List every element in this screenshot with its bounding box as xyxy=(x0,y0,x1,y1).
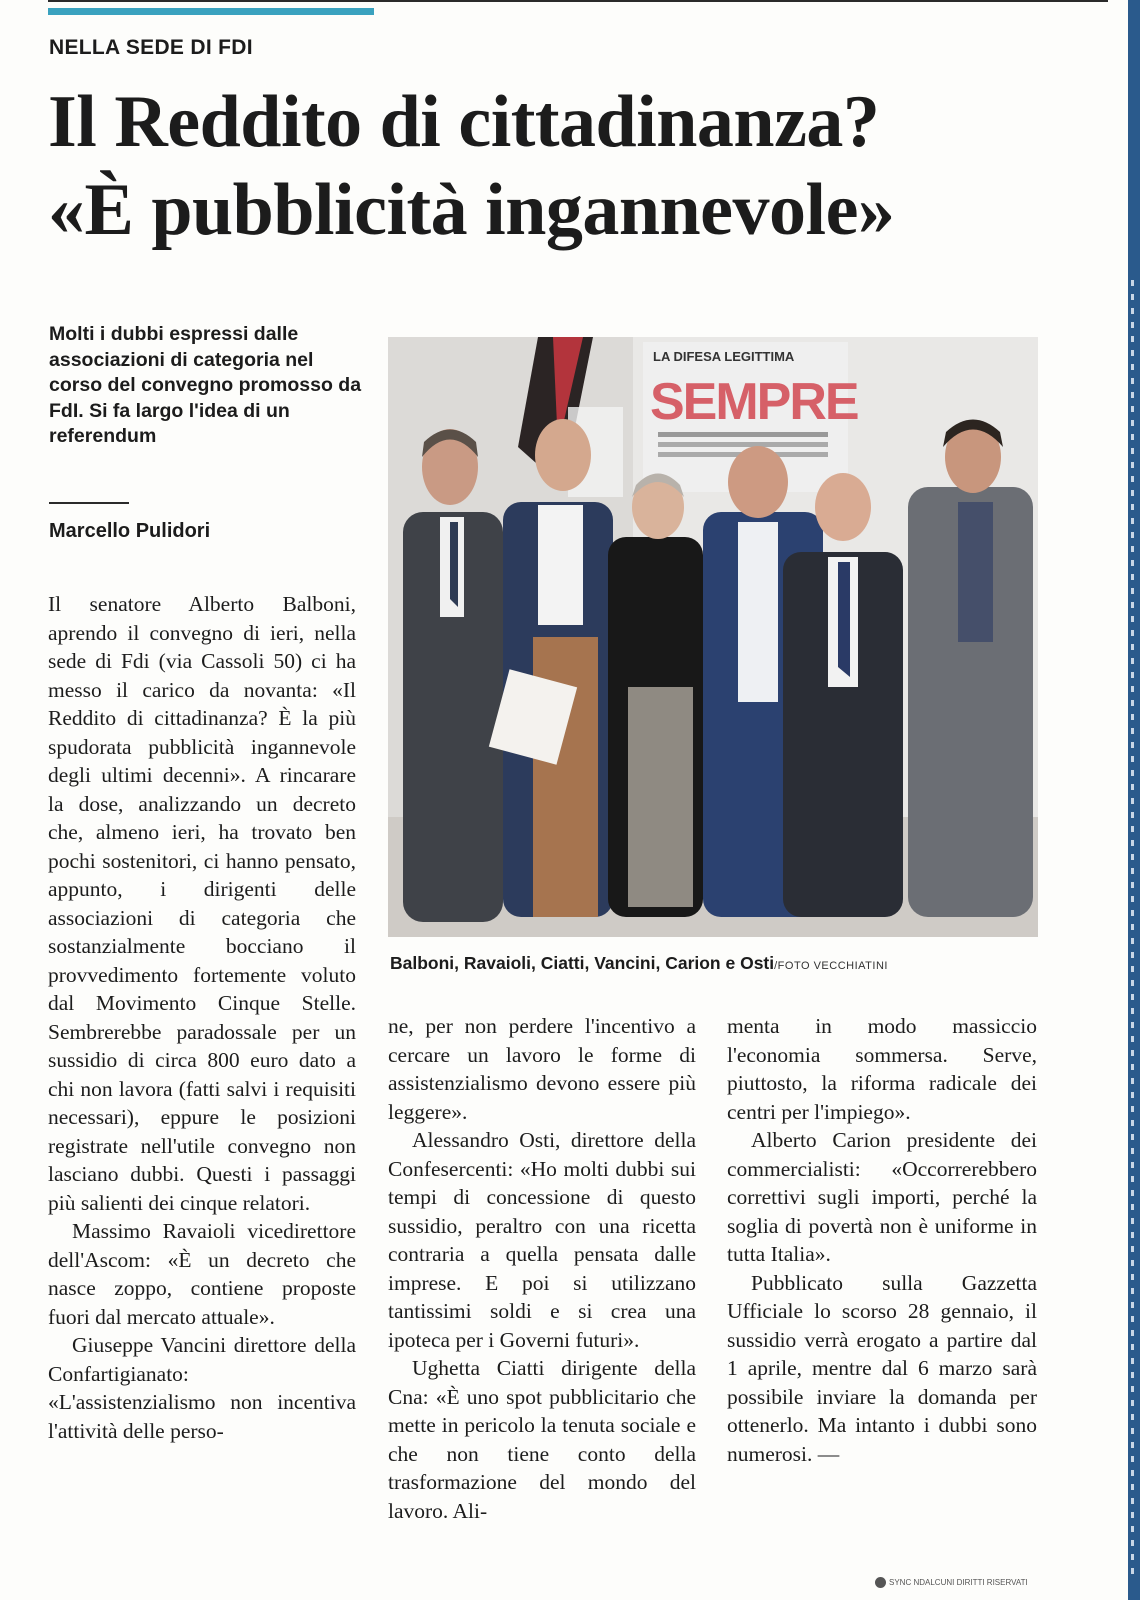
paragraph: Il senatore Alberto Balboni, aprendo il convegno di ieri, nella sede di Fdi (via Cassoli 50) ci ha messo il carico da novanta: «Il Reddito di cittadinanza? È la più spudorata pubblicità ingannevole degli ultimi decenni». A rincarare la dose, analizzando un decreto che, almeno ieri, ha trovato ben pochi sostenitori, ci hanno pensato, appunto, i dirigenti delle associazioni di categoria che sostanzialmente bocciano il provvedimento fortemente voluto dal Movimento Cinque Stelle. Sembrerebbe paradossale per un sussidio di circa 800 euro dato a chi non lavora (fatti salvi i requisiti necessari), eppure le posizioni registrate nell'utile convegno non lasciano dubbi. Questi i passaggi più salienti dei cinque relatori. xyxy=(48,592,356,1215)
group-photo xyxy=(388,337,1038,937)
paragraph: menta in modo massiccio l'economia sommersa. Serve, piuttosto, la riforma radicale dei centri per l'impiego». xyxy=(727,1014,1037,1124)
top-rule xyxy=(48,0,1108,2)
headline-line-2: «È pubblicità ingannevole» xyxy=(48,169,895,251)
copyright-notice xyxy=(875,1577,1028,1588)
photo-credit: /FOTO VECCHIATINI xyxy=(774,960,888,972)
kicker: NELLA SEDE DI FDI xyxy=(49,36,253,59)
poster-line-1: LA DIFESA LEGITTIMA xyxy=(653,349,795,364)
paragraph: ne, per non perdere l'incentivo a cercare un lavoro le forme di assistenzialismo devono essere più leggere». xyxy=(388,1014,696,1124)
paragraph: Massimo Ravaioli vicedirettore dell'Ascom: «È un decreto che nasce zoppo, contiene proposte fuori dal mercato attuale». xyxy=(48,1219,356,1329)
paragraph: Alberto Carion presidente dei commercialisti: «Occorrerebbero correttivi sugli importi, perché la soglia di povertà non è uniforme in tutta Italia». xyxy=(727,1128,1037,1266)
body-column-1 xyxy=(48,590,356,1445)
photo-caption xyxy=(390,953,888,974)
summary: Molti i dubbi espressi dalle associazioni di categoria nel corso del convegno promosso da FdI. Si fa largo l'idea di un referendum xyxy=(49,323,362,447)
paragraph: Alessandro Osti, direttore della Confesercenti: «Ho molti dubbi sui tempi di concessione di questo sussidio, peraltro con una ricetta contraria a quella pensata dalle imprese. E poi si utilizzano tantissimi soldi e si crea una ipoteca per i Governi futuri». xyxy=(388,1128,696,1352)
poster-line-2: SEMPRE xyxy=(650,373,858,431)
headline xyxy=(48,78,894,254)
paragraph: Giuseppe Vancini direttore della Confartigianato: «L'assistenzialismo non incentiva l'attività delle perso- xyxy=(48,1333,356,1443)
section-accent-bar xyxy=(48,8,374,15)
byline: Marcello Pulidori xyxy=(49,520,211,542)
body-column-3 xyxy=(727,1012,1037,1468)
headline-line-1: Il Reddito di cittadinanza? xyxy=(48,81,880,163)
paragraph: Ughetta Ciatti dirigente della Cna: «È uno spot pubblicitario che mette in pericolo la tenuta sociale e che non tiene conto della trasformazione del mondo del lavoro. Ali- xyxy=(388,1356,696,1523)
copyright-icon xyxy=(875,1577,886,1588)
body-column-2 xyxy=(388,1012,696,1525)
copyright-text: SYNC NDALCUNI DIRITTI RISERVATI xyxy=(889,1578,1028,1587)
caption-names: Balboni, Ravaioli, Ciatti, Vancini, Carion e Osti xyxy=(390,953,775,973)
paragraph: Pubblicato sulla Gazzetta Ufficiale lo scorso 28 gennaio, il sussidio verrà erogato a partire dal 1 aprile, mentre dal 6 marzo sarà possibile inviare la domanda per ottenerlo. Ma intanto i dubbi sono numerosi. — xyxy=(727,1270,1037,1466)
page-edge-strip xyxy=(1128,0,1140,1600)
byline-rule xyxy=(49,502,129,504)
